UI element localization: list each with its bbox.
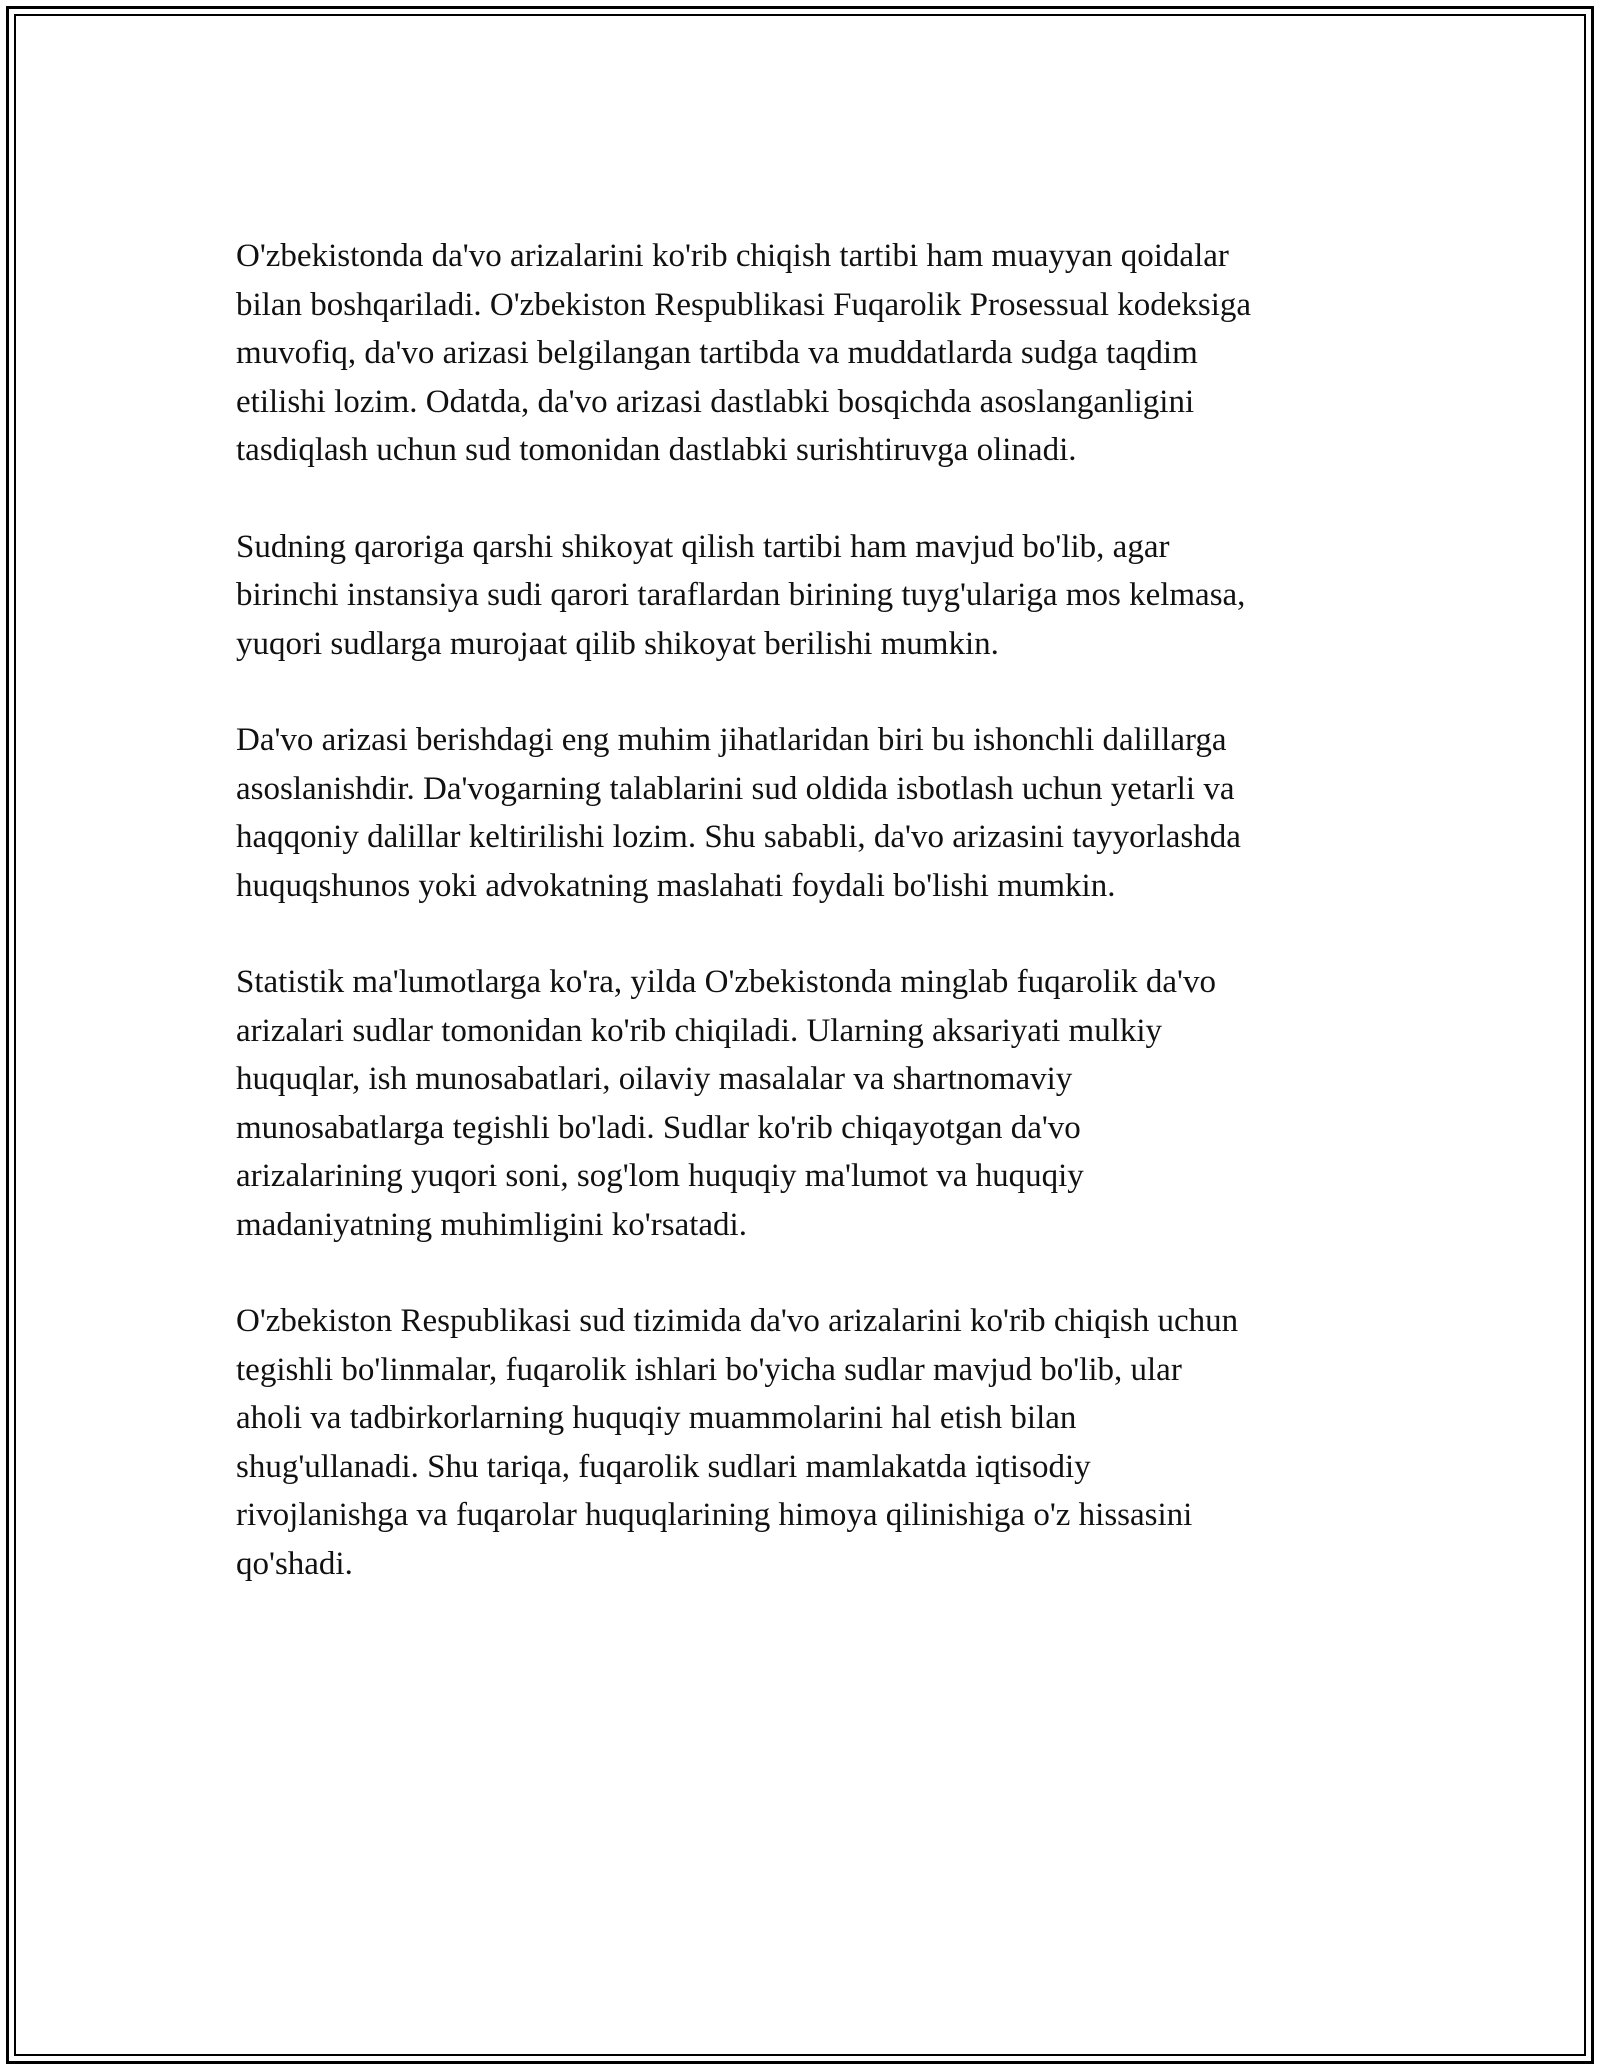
paragraph-4: Statistik ma'lumotlarga ko'ra, yilda O'zbekistonda minglab fuqarolik da'vo arizalari sudlar tomonidan ko'rib chiqiladi. Ularning aksariyati mulkiy huquqlar, ish munosabatlari, oilaviy masalalar va shartnomaviy munosabatlarga tegishli bo'ladi. Sudlar ko'rib chiqayotgan da'vo arizalarining yuqori soni, sog'lom huquqiy ma'lumot va huquqiy madaniyatning muhimligini ko'rsatadi. (236, 964, 1216, 1243)
paragraph-5: O'zbekiston Respublikasi sud tizimida da'vo arizalarini ko'rib chiqish uchun tegishli bo'linmalar, fuqarolik ishlari bo'yicha sudlar mavjud bo'lib, ular aholi va tadbirkorlarning huquqiy muammolarini hal etish bilan shug'ullanadi. Shu tariqa, fuqarolik sudlari mamlakatda iqtisodiy rivojlanishga va fuqarolar huquqlarining himoya qilinishiga o'z hissasini qo'shadi. (236, 1303, 1239, 1582)
paragraph-3: Da'vo arizasi berishdagi eng muhim jihatlaridan biri bu ishonchli dalillarga asoslanishdir. Da'vogarning talablarini sud oldida isbotlash uchun yetarli va haqqoniy dalillar keltirilishi lozim. Shu sababli, da'vo arizasini tayyorlashda huquqshunos yoki advokatning maslahati foydali bo'lishi mumkin. (236, 722, 1241, 904)
document-body (236, 232, 1366, 1636)
paragraph-2: Sudning qaroriga qarshi shikoyat qilish tartibi ham mavjud bo'lib, agar birinchi instansiya sudi qarori taraflardan birining tuyg'ulariga mos kelmasa, yuqori sudlarga murojaat qilib shikoyat berilishi mumkin. (236, 528, 1246, 662)
paragraph-1: O'zbekistonda da'vo arizalarini ko'rib chiqish tartibi ham muayyan qoidalar bilan boshqariladi. O'zbekiston Respublikasi Fuqarolik Prosessual kodeksiga muvofiq, da'vo arizasi belgilangan tartibda va muddatlarda sudga taqdim etilishi lozim. Odatda, da'vo arizasi dastlabki bosqichda asoslanganligini tasdiqlash uchun sud tomonidan dastlabki surishtiruvga olinadi. (236, 238, 1252, 468)
